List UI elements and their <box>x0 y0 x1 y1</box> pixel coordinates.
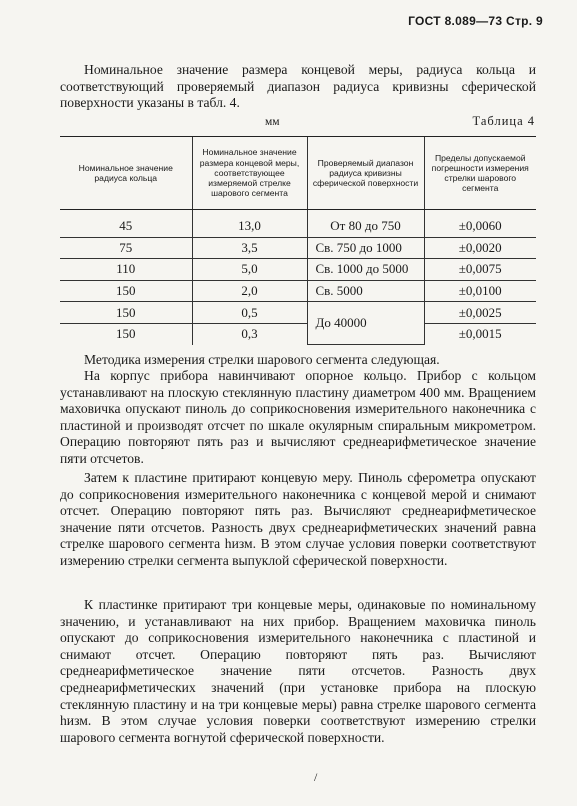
cell-size: 0,5 <box>192 302 307 324</box>
table-4 <box>60 136 536 345</box>
cell-radius: 45 <box>60 210 192 238</box>
convex-measurement-paragraph: Затем к пластине притирают концевую меру. Пиноль сферометра опускают до соприкосновения измерительного наконечника с концевой мерой и снимают отсчет. Операцию повторяют пять раз. Вычисляют среднеарифметическое значение пяти отсчетов. Разность двух среднеарифметических значений равна стрелке шарового сегмента hизм. В этом случае условия поверки соответствуют измерению стрелки сегмента выпуклой сферической поверхности. <box>60 470 536 568</box>
cell-size: 0,3 <box>192 323 307 344</box>
cell-radius: 150 <box>60 280 192 302</box>
table-row <box>60 302 536 324</box>
cell-limit: ±0,0020 <box>424 237 536 259</box>
cell-size: 3,5 <box>192 237 307 259</box>
header-ring-radius: Номинальное значение радиуса кольца <box>60 137 192 210</box>
header-curvature-range: Проверяемый диапазон радиуса кривизны сферической поверхности <box>307 137 424 210</box>
cell-size: 5,0 <box>192 259 307 281</box>
cell-size: 13,0 <box>192 210 307 238</box>
table-row <box>60 323 536 344</box>
cell-limit: ±0,0060 <box>424 210 536 238</box>
cell-radius: 75 <box>60 237 192 259</box>
table-row <box>60 280 536 302</box>
unit-label: мм <box>265 116 280 128</box>
header-gauge-size: Номинальное значение размера концевой меры, соответствующее измеряемой стрелке шарового сегмента <box>192 137 307 210</box>
cell-range: От 80 до 750 <box>307 210 424 238</box>
ring-setup-paragraph: На корпус прибора навинчивают опорное кольцо. Прибор с кольцом устанавливают на плоскую стеклянную пластину диаметром 400 мм. Вращением маховичка опускают пиноль до соприкосновения измерительного наконечника с пластиной и производят отсчет по шкале окулярным спиральным микрометром. Операцию повторяют пять раз и вычисляют среднеарифметическое значение пяти отсчетов. <box>60 368 536 466</box>
cell-range: Св. 5000 <box>307 280 424 302</box>
table-row <box>60 237 536 259</box>
cell-range-merged: До 40000 <box>307 302 424 345</box>
cell-limit: ±0,0075 <box>424 259 536 281</box>
cell-radius: 150 <box>60 302 192 324</box>
table-caption: Таблица 4 <box>472 114 535 128</box>
page-header: ГОСТ 8.089—73 Стр. 9 <box>408 14 543 28</box>
cell-limit: ±0,0100 <box>424 280 536 302</box>
intro-paragraph: Номинальное значение размера концевой меры, радиуса кольца и соответствующий проверяемый диапазон радиуса кривизны сферической поверхности указаны в табл. 4. <box>60 62 536 111</box>
cell-range: Св. 1000 до 5000 <box>307 259 424 281</box>
concave-measurement-paragraph: К пластинке притирают три концевые меры, одинаковые по номинальному значению, и устанавливают на них прибор. Вращением маховичка пиноль опускают до соприкосновения измерительного наконечника с пластиной и снимают отсчет. Операцию повторяют пять раз. Вычисляют среднеарифметическое значение пяти отсчетов. Разность двух среднеарифметических значений (при установке прибора на плоскую стеклянную пластину и на три концевые меры) равна стрелке шарового сегмента hизм. В этом случае условия поверки соответствуют измерению стрелки шарового сегмента вогнутой сферической поверхности. <box>60 597 536 745</box>
cell-radius: 110 <box>60 259 192 281</box>
header-error-limit: Пределы допускаемой погрешности измерения стрелки шарового сегмента <box>424 137 536 210</box>
cell-limit: ±0,0025 <box>424 302 536 324</box>
table-header-row <box>60 137 536 210</box>
table-row <box>60 210 536 238</box>
cell-range: Св. 750 до 1000 <box>307 237 424 259</box>
table-row <box>60 259 536 281</box>
stray-mark: / <box>314 770 318 784</box>
method-heading-paragraph: Методика измерения стрелки шарового сегмента следующая. <box>84 352 440 367</box>
cell-limit: ±0,0015 <box>424 323 536 344</box>
cell-size: 2,0 <box>192 280 307 302</box>
cell-radius: 150 <box>116 326 136 342</box>
